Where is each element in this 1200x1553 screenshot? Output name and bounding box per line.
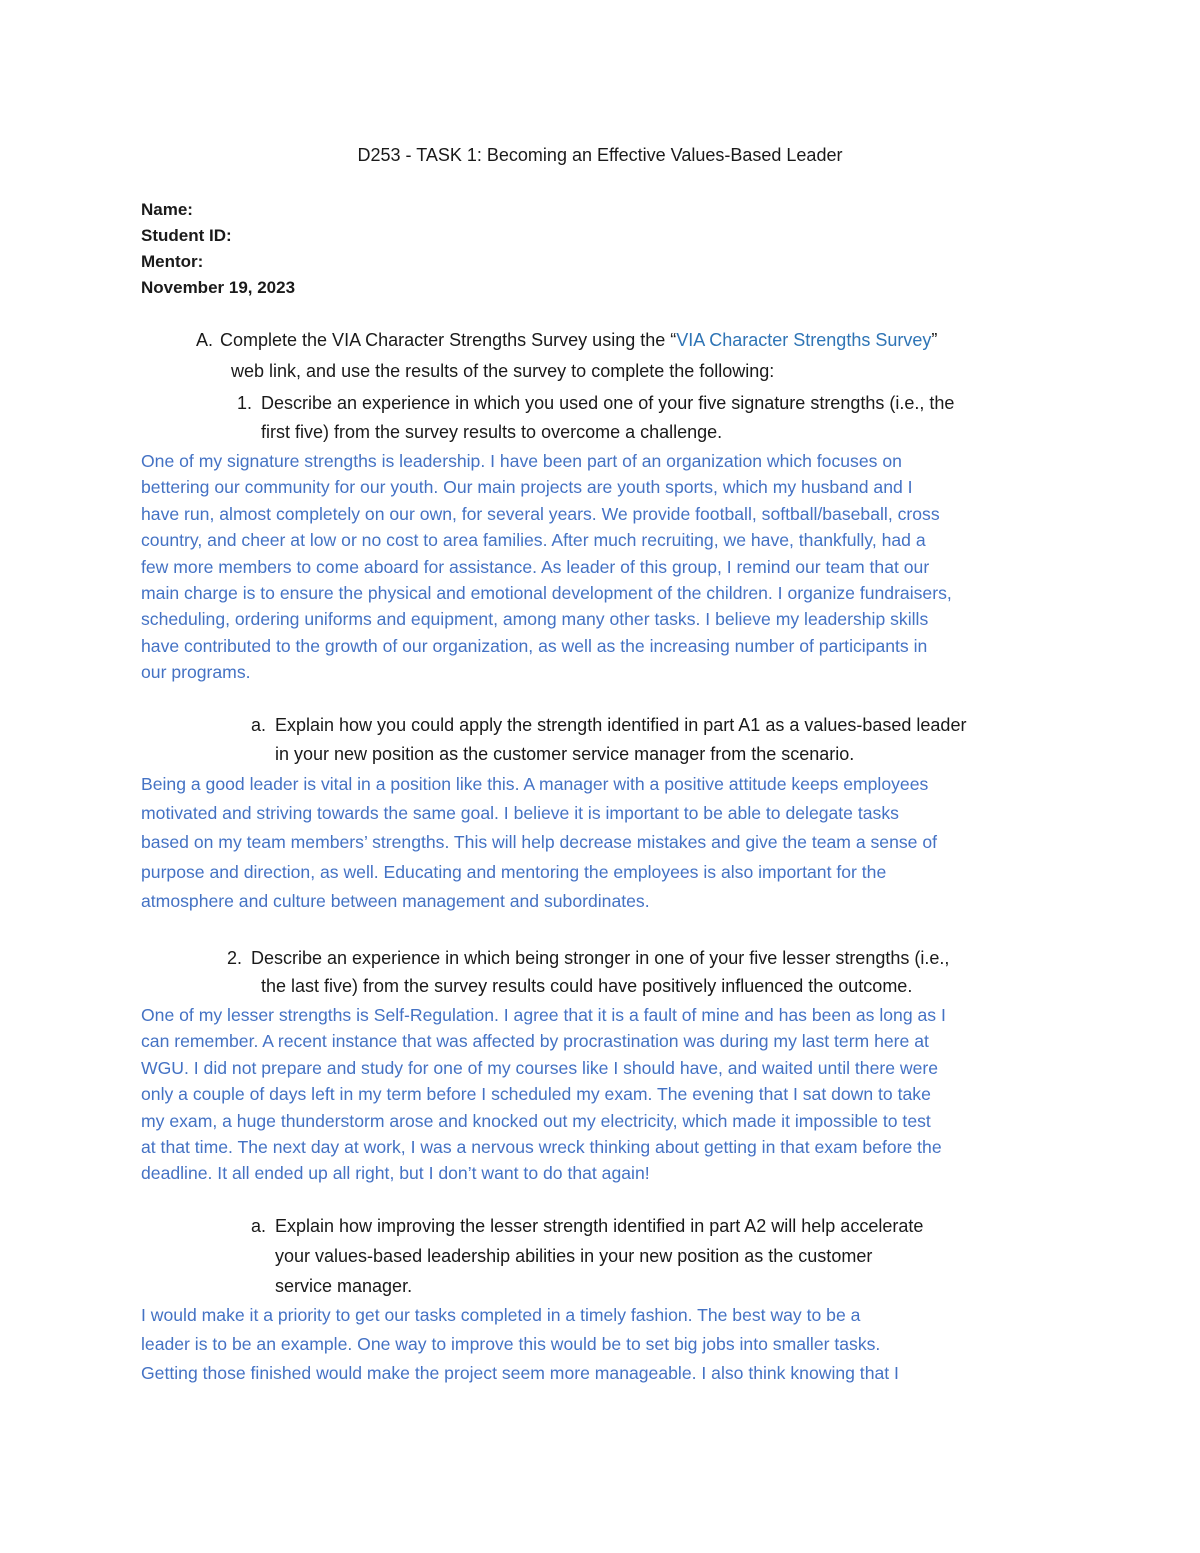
q1a-answer-line: motivated and striving towards the same goal. I believe it is important to be able to delegate tasks (141, 803, 899, 824)
q2-prompt (227, 944, 949, 972)
via-survey-link[interactable]: VIA Character Strengths Survey (676, 330, 932, 350)
q1-answer-line: bettering our community for our youth. Our main projects are youth sports, which my husband and I (141, 477, 913, 498)
section-a-prompt (196, 326, 937, 354)
document-date: November 19, 2023 (141, 278, 296, 297)
q2-answer-line: can remember. A recent instance that was affected by procrastination was during my last term here at (141, 1031, 929, 1052)
student-id-label: Student ID: (141, 226, 232, 245)
q2-prompt-line2: the last five) from the survey results could have positively influenced the outcome. (261, 976, 913, 996)
q1a-marker: a. (251, 715, 267, 735)
q1a-prompt-line1: Explain how you could apply the strength identified in part A1 as a values-based leader (275, 715, 967, 735)
q1-answer-line: country, and cheer at low or no cost to area families. After much recruiting, we have, thankfully, had a (141, 530, 926, 551)
q2-answer (141, 1002, 1071, 1187)
q1-marker: 1. (237, 393, 253, 413)
q1a-answer (141, 770, 1071, 916)
q2-answer-line: One of my lesser strengths is Self-Regulation. I agree that it is a fault of mine and has been as long as I (141, 1005, 946, 1025)
q1-answer-line: our programs. (141, 662, 251, 683)
q2-answer-line: WGU. I did not prepare and study for one of my courses like I should have, and waited until there were (141, 1057, 939, 1078)
q2-marker: 2. (227, 948, 243, 968)
q1-answer-line: main charge is to ensure the physical and emotional development of the children. I organize fundraisers, (141, 583, 952, 604)
q1a-prompt (251, 711, 966, 739)
q1-prompt (237, 389, 954, 417)
q2a-answer-line: I would make it a priority to get our tasks completed in a timely fashion. The best way to be a (141, 1305, 861, 1325)
q2a-prompt-line3: service manager. (275, 1276, 413, 1296)
q2a-answer (141, 1301, 1071, 1389)
q1-answer-line: have run, almost completely on our own, for several years. We provide football, softball/baseball, cross (141, 503, 940, 524)
q1a-prompt-line2: in your new position as the customer service manager from the scenario. (275, 744, 855, 764)
q1-answer (141, 448, 1071, 686)
q2-prompt-line1: Describe an experience in which being stronger in one of your five lesser strengths (i.e., (251, 948, 950, 968)
q2a-prompt (251, 1212, 923, 1240)
q2a-marker: a. (251, 1216, 267, 1236)
q2-answer-line: deadline. It all ended up all right, but I don’t want to do that again! (141, 1163, 650, 1184)
q1a-answer-line: atmosphere and culture between management and subordinates. (141, 890, 650, 911)
section-a-text: Complete the VIA Character Strengths Survey using the “ (220, 330, 677, 350)
q2-answer-line: at that time. The next day at work, I was a nervous wreck thinking about getting in that exam before the (141, 1137, 942, 1158)
q1-answer-line: few more members to come aboard for assistance. As leader of this group, I remind our team that our (141, 556, 930, 577)
section-a-quote-close: ” (931, 330, 938, 350)
q2a-answer-line: Getting those finished would make the project seem more manageable. I also think knowing that I (141, 1363, 899, 1384)
mentor-label: Mentor: (141, 252, 204, 271)
q1-answer-line: One of my signature strengths is leadership. I have been part of an organization which focuses on (141, 451, 902, 471)
q1a-answer-line: purpose and direction, as well. Educating and mentoring the employees is also important for the (141, 861, 887, 882)
name-label: Name: (141, 200, 193, 219)
q1a-answer-line: based on my team members’ strengths. This will help decrease mistakes and give the team a sense of (141, 832, 938, 853)
q2a-prompt-line2: your values-based leadership abilities in your new position as the customer (275, 1246, 873, 1266)
q1-prompt-line1: Describe an experience in which you used one of your five signature strengths (i.e., the (261, 393, 955, 413)
q2-answer-line: only a couple of days left in my term before I scheduled my exam. The evening that I sat down to take (141, 1084, 931, 1105)
q2a-answer-line: leader is to be an example. One way to improve this would be to set big jobs into smaller tasks. (141, 1334, 881, 1355)
q1-answer-line: have contributed to the growth of our organization, as well as the increasing number of participants in (141, 635, 928, 656)
q1-answer-line: scheduling, ordering uniforms and equipment, among many other tasks. I believe my leadership skills (141, 609, 929, 630)
q1a-answer-line: Being a good leader is vital in a position like this. A manager with a positive attitude keeps employees (141, 774, 929, 794)
section-a-marker: A. (196, 330, 214, 350)
q2-answer-line: my exam, a huge thunderstorm arose and knocked out my electricity, which made it impossible to test (141, 1110, 931, 1131)
document-title: D253 - TASK 1: Becoming an Effective Values-Based Leader (357, 145, 843, 165)
q2a-prompt-line1: Explain how improving the lesser strength identified in part A2 will help accelerate (275, 1216, 924, 1236)
q1-prompt-line2: first five) from the survey results to overcome a challenge. (261, 422, 723, 442)
section-a-prompt-line2: web link, and use the results of the survey to complete the following: (231, 361, 775, 381)
